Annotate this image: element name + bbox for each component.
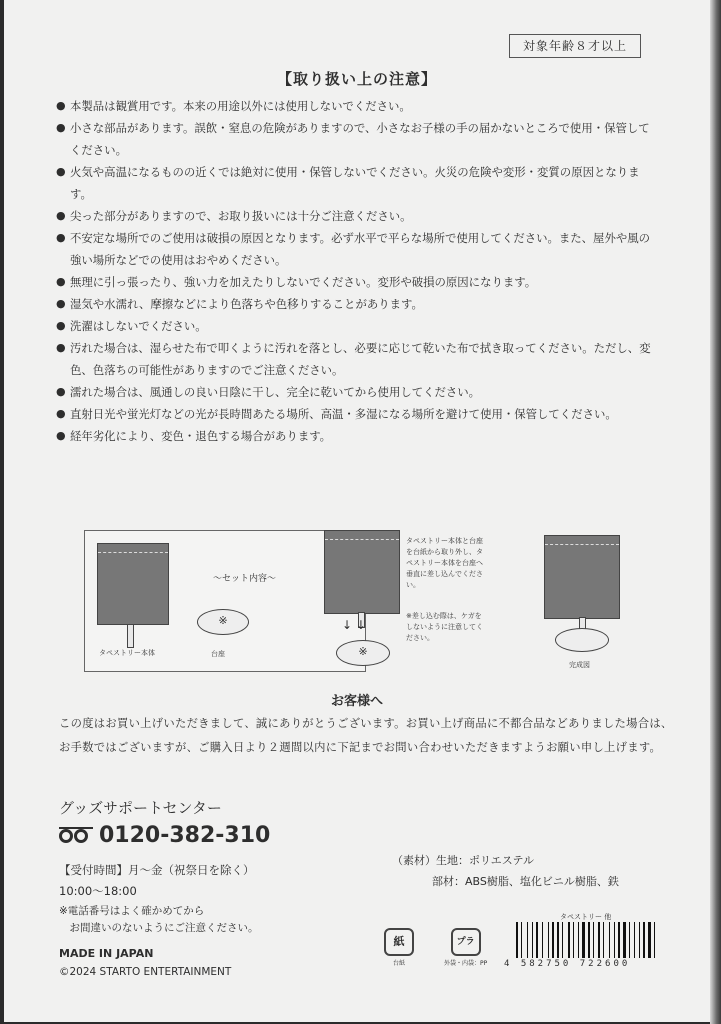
barcode-bar [529,922,531,958]
barcode-bar [623,922,626,958]
barcode-bar [627,922,628,958]
barcode-bar [568,922,570,958]
caution-item: ● 経年劣化により、変色・退色する場合があります。 [56,425,656,447]
barcode [516,922,699,958]
barcode-bar [542,922,543,958]
caution-item: ● 小さな部品があります。誤飲・窒息の危険がありますので、小さなお子様の手の届かないところで使用・保管してください。 [56,117,656,161]
barcode-bar [634,922,635,958]
barcode-bar [643,922,645,958]
made-in: MADE IN JAPAN [59,947,154,960]
customer-title: お客様へ [330,694,383,709]
paper-recycle-icon: 紙 [384,928,414,956]
barcode-bar [519,922,520,958]
hours-label: 【受付時間】月〜金（祝祭日を除く） [59,863,255,877]
support-center-name: グッズサポートセンター [59,799,222,817]
base-illustration: ※ [197,609,249,635]
barcode-bar [614,922,615,958]
barcode-bar [639,922,640,958]
caution-item: ● 濡れた場合は、風通しの良い日陰に干し、完全に乾いてから使用してください。 [56,381,656,403]
barcode-bar [544,922,547,958]
barcode-bar [516,922,518,958]
plastic-recycle-mark: プラ 外袋・内袋：PP [444,928,487,967]
barcode-bar [575,922,577,958]
barcode-bar [552,922,554,958]
assembly-instruction: タペストリー本体と台座を台紙から取り外し、タペストリー本体を台座へ垂直に差し込んでください。 [406,537,483,589]
barcode-bar [534,922,535,958]
copyright: ©2024 STARTO ENTERTAINMENT [59,966,232,978]
barcode-bar [629,922,630,958]
barcode-bar [573,922,574,958]
completed-tapestry [544,535,620,619]
pole-illustration [127,624,134,648]
caution-item: ● 不安定な場所でのご使用は破損の原因となります。必ず水平で平らな場所で使用してください。また、屋外や風の強い場所などでの使用はおやめください。 [56,227,656,271]
barcode-bar [601,922,602,958]
barcode-bar [527,922,528,958]
barcode-bar [562,922,563,958]
barcode-bar [611,922,613,958]
material-parts: ABS樹脂、塩化ビニル樹脂、鉄 [465,875,619,888]
barcode-bar [652,922,653,958]
barcode-bar [580,922,581,958]
phone-note: ※電話番号はよく確かめてから お間違いのないようにご注意ください。 [59,905,259,934]
barcode-bar [586,922,587,958]
barcode-number: 4 582750 722600 [504,959,631,969]
paper-recycle-mark: 紙 台紙 [384,928,414,967]
arrow-down-icon: ↓ ↓ [342,618,366,632]
barcode-bar [560,922,561,958]
barcode-bar [595,922,597,958]
caution-item: ● 尖った部分がありますので、お取り扱いには十分ご注意ください。 [56,205,656,227]
hours-time: 10:00〜18:00 [59,884,137,898]
barcode-bar [636,922,638,958]
tapestry-label: タペストリー本体 [99,649,155,657]
barcode-bar [641,922,642,958]
barcode-bar [631,922,633,958]
plastic-recycle-icon: プラ [451,928,481,956]
caution-item: ● 無理に引っ張ったり、強い力を加えたりしないでください。変形や破損の原因になります。 [56,271,656,293]
material-label: （素材） [392,854,436,867]
material-info: （素材）生地：ポリエステル 部材：ABS樹脂、塩化ビニル樹脂、鉄 [392,854,619,888]
barcode-bar [618,922,620,958]
barcode-bar [557,922,559,958]
material-cloth: ポリエステル [469,854,535,867]
freedial-icon [59,827,93,845]
assembly-warning: ※差し込む際は、ケガをしないように注意してください。 [406,612,483,642]
age-badge: 対象年齢８才以上 [509,34,641,58]
set-contents-label: 〜セット内容〜 [213,574,277,584]
barcode-bar [571,922,572,958]
barcode-bar [548,922,549,958]
barcode-bar [621,922,622,958]
support-hours [59,860,255,902]
barcode-bar [578,922,579,958]
barcode-bar [593,922,594,958]
barcode-bar [646,922,647,958]
assembly-tapestry [324,530,400,614]
caution-list [56,95,656,447]
assembly-base: ※ [336,640,390,666]
barcode-bar [582,922,585,958]
caution-item: ● 汚れた場合は、湿らせた布で叩くように汚れを落とし、必要に応じて乾いた布で拭き取ってください。ただし、変色、色落ちの可能性がありますのでご注意ください。 [56,337,656,381]
barcode-bar [656,922,658,958]
caution-item: ● 湿気や水濡れ、摩擦などにより色落ちや色移りすることがあります。 [56,293,656,315]
barcode-bar [654,922,655,958]
support-phone [59,823,270,848]
barcode-bar [550,922,551,958]
caution-title: 【取り扱い上の注意】 [276,70,437,88]
barcode-bar [564,922,567,958]
barcode-label: タペストリー 他 [560,913,612,921]
barcode-bar [609,922,610,958]
package-edge [710,0,721,1024]
barcode-bar [523,922,526,958]
barcode-bar [648,922,651,958]
caution-item: ● 直射日光や蛍光灯などの光が長時間あたる場所、高温・多湿になる場所を避けて使用・保管してください。 [56,403,656,425]
barcode-bar [536,922,538,958]
caution-item: ● 本製品は観賞用です。本来の用途以外には使用しないでください。 [56,95,656,117]
caution-item: ● 洗濯はしないでください。 [56,315,656,337]
caution-item: ● 火気や高温になるものの近くでは絶対に使用・保管しないでください。火災の危険や変形・変質の原因となります。 [56,161,656,205]
barcode-bar [588,922,590,958]
completed-base [555,628,609,652]
barcode-bar [598,922,600,958]
base-label: 台座 [211,650,225,658]
barcode-bar [539,922,541,958]
phone-number: 0120-382-310 [99,823,271,848]
barcode-bar [555,922,556,958]
package-back [4,0,711,1022]
barcode-bar [591,922,592,958]
barcode-bar [521,922,522,958]
barcode-bar [532,922,533,958]
tapestry-illustration [97,543,169,625]
completed-label: 完成図 [569,661,590,669]
barcode-bar [603,922,604,958]
customer-message: この度はお買い上げいただきまして、誠にありがとうございます。お買い上げ商品に不都合品などありました場合は、お手数ではございますが、ご購入日より２週間以内に下記までお問い合わせいただきますようお願い申し上げます。 [59,717,673,754]
barcode-bar [616,922,617,958]
barcode-bar [605,922,608,958]
